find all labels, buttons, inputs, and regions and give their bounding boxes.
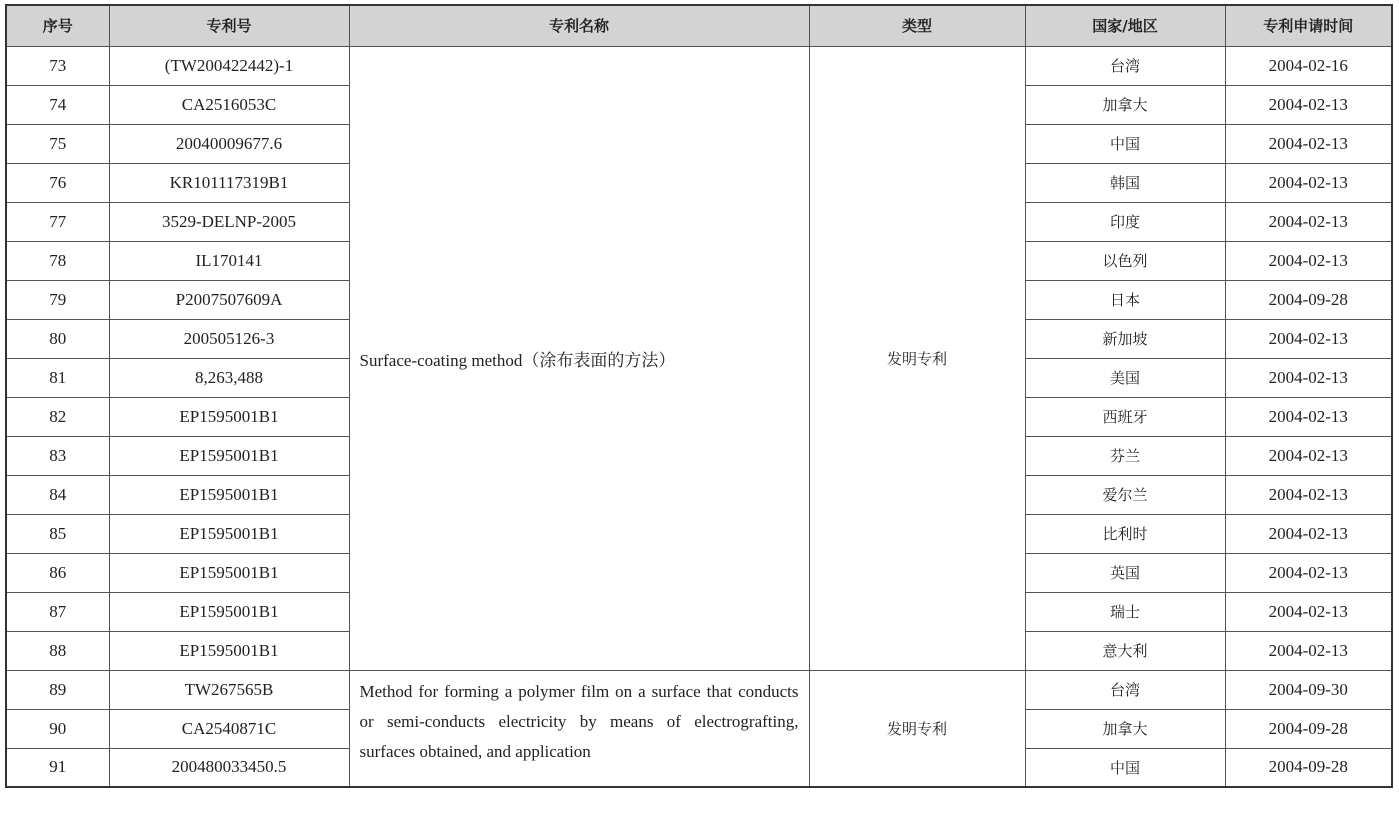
country-cell: 英国 [1025,553,1225,592]
country-cell: 加拿大 [1025,709,1225,748]
country-cell: 中国 [1025,748,1225,787]
country-cell: 加拿大 [1025,85,1225,124]
filing-date-cell: 2004-02-13 [1225,397,1392,436]
patent-name-cell: Surface-coating method（涂布表面的方法） [349,46,809,670]
patent-number-cell: EP1595001B1 [109,553,349,592]
country-cell: 印度 [1025,202,1225,241]
filing-date-cell: 2004-02-13 [1225,85,1392,124]
filing-date-cell: 2004-02-16 [1225,46,1392,85]
filing-date-cell: 2004-02-13 [1225,202,1392,241]
patent-number-cell: EP1595001B1 [109,436,349,475]
filing-date-cell: 2004-09-28 [1225,280,1392,319]
patent-number-cell: KR101117319B1 [109,163,349,202]
seq-cell: 86 [6,553,109,592]
seq-cell: 77 [6,202,109,241]
country-cell: 台湾 [1025,46,1225,85]
table-header [6,5,1392,46]
seq-cell: 76 [6,163,109,202]
patent-number-cell: 20040009677.6 [109,124,349,163]
filing-date-cell: 2004-09-30 [1225,670,1392,709]
country-cell: 日本 [1025,280,1225,319]
filing-date-cell: 2004-02-13 [1225,358,1392,397]
patent-number-cell: EP1595001B1 [109,514,349,553]
filing-date-cell: 2004-02-13 [1225,163,1392,202]
seq-cell: 73 [6,46,109,85]
seq-cell: 78 [6,241,109,280]
filing-date-cell: 2004-02-13 [1225,514,1392,553]
patent-number-cell: P2007507609A [109,280,349,319]
header-seq: 序号 [6,5,109,46]
patent-number-cell: IL170141 [109,241,349,280]
seq-cell: 82 [6,397,109,436]
filing-date-cell: 2004-09-28 [1225,748,1392,787]
table-row [6,46,1392,85]
country-cell: 西班牙 [1025,397,1225,436]
table-body [6,46,1392,787]
filing-date-cell: 2004-02-13 [1225,592,1392,631]
patent-number-cell: (TW200422442)-1 [109,46,349,85]
filing-date-cell: 2004-02-13 [1225,436,1392,475]
seq-cell: 88 [6,631,109,670]
patent-number-cell: TW267565B [109,670,349,709]
patent-table [5,4,1393,788]
country-cell: 意大利 [1025,631,1225,670]
header-country: 国家/地区 [1025,5,1225,46]
seq-cell: 87 [6,592,109,631]
country-cell: 以色列 [1025,241,1225,280]
filing-date-cell: 2004-02-13 [1225,475,1392,514]
seq-cell: 75 [6,124,109,163]
seq-cell: 80 [6,319,109,358]
seq-cell: 83 [6,436,109,475]
header-filing-date: 专利申请时间 [1225,5,1392,46]
patent-type-cell: 发明专利 [809,670,1025,787]
seq-cell: 90 [6,709,109,748]
filing-date-cell: 2004-02-13 [1225,553,1392,592]
country-cell: 中国 [1025,124,1225,163]
patent-number-cell: EP1595001B1 [109,397,349,436]
filing-date-cell: 2004-02-13 [1225,124,1392,163]
patent-name-cell: Method for forming a polymer film on a surface that conducts or semi-conducts electricity by means of electrografting, surfaces obtained, and application [349,670,809,787]
header-type: 类型 [809,5,1025,46]
patent-number-cell: 8,263,488 [109,358,349,397]
seq-cell: 89 [6,670,109,709]
country-cell: 美国 [1025,358,1225,397]
country-cell: 韩国 [1025,163,1225,202]
header-patent-number: 专利号 [109,5,349,46]
patent-type-cell: 发明专利 [809,46,1025,670]
country-cell: 比利时 [1025,514,1225,553]
seq-cell: 79 [6,280,109,319]
filing-date-cell: 2004-09-28 [1225,709,1392,748]
seq-cell: 91 [6,748,109,787]
country-cell: 芬兰 [1025,436,1225,475]
patent-number-cell: 200505126-3 [109,319,349,358]
seq-cell: 84 [6,475,109,514]
patent-number-cell: 3529-DELNP-2005 [109,202,349,241]
patent-number-cell: EP1595001B1 [109,631,349,670]
header-patent-name: 专利名称 [349,5,809,46]
country-cell: 瑞士 [1025,592,1225,631]
country-cell: 台湾 [1025,670,1225,709]
seq-cell: 81 [6,358,109,397]
patent-number-cell: CA2516053C [109,85,349,124]
country-cell: 爱尔兰 [1025,475,1225,514]
patent-number-cell: CA2540871C [109,709,349,748]
patent-number-cell: EP1595001B1 [109,592,349,631]
table-row [6,670,1392,709]
country-cell: 新加坡 [1025,319,1225,358]
filing-date-cell: 2004-02-13 [1225,241,1392,280]
header-row [6,5,1392,46]
filing-date-cell: 2004-02-13 [1225,631,1392,670]
filing-date-cell: 2004-02-13 [1225,319,1392,358]
seq-cell: 74 [6,85,109,124]
seq-cell: 85 [6,514,109,553]
patent-number-cell: EP1595001B1 [109,475,349,514]
patent-number-cell: 200480033450.5 [109,748,349,787]
